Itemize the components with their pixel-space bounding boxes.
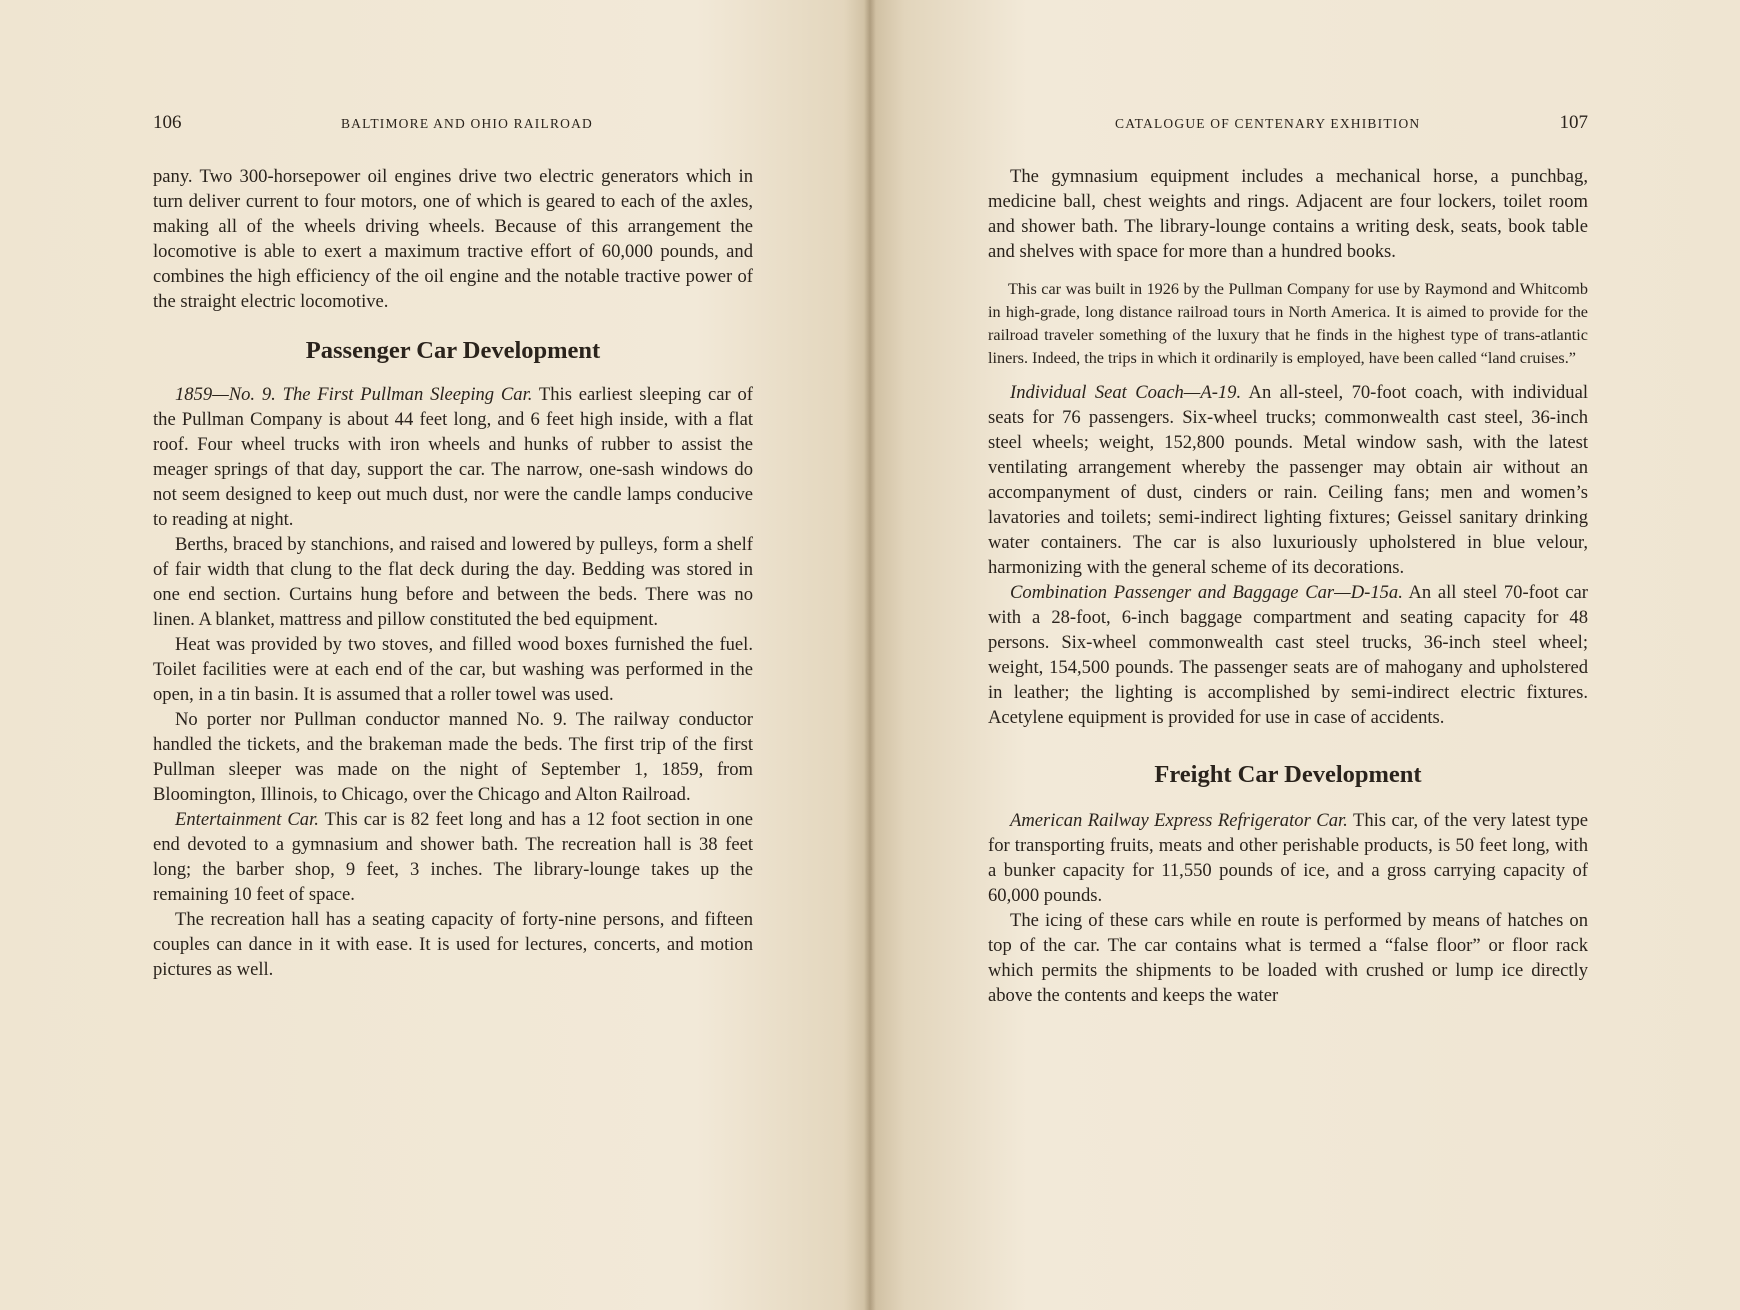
entry-title: American Railway Express Refrigerator Car.	[1010, 810, 1348, 831]
paragraph	[153, 382, 753, 532]
entry-title: Entertainment Car.	[175, 809, 319, 830]
paragraph	[988, 380, 1588, 580]
left-text	[153, 164, 753, 982]
section-heading: Passenger Car Development	[305, 337, 601, 364]
right-running-head	[988, 112, 1588, 146]
paragraph: Heat was provided by two stoves, and filled wood boxes furnished the fuel. Toilet facilities were at each end of the car, but washing was performed in the open, in a tin basin. It is assumed that a roller towel was used.	[153, 634, 753, 705]
paragraph-text: This earliest sleeping car of the Pullman Company is about 44 feet long, and 6 feet high inside, with a flat roof. Four wheel trucks with iron wheels and hunks of rubber to assist the meager springs of that day, support the car. The narrow, one-sash windows do not seem designed to keep out much dust, nor were the candle lamps conducive to reading at night.	[153, 384, 753, 530]
paragraph-text: An all steel 70-foot car with a 28-foot, 6-inch baggage compartment and seating capacity for 48 persons. Six-wheel commonwealth cast steel trucks, 36-inch steel wheel; weight, 154,500 pounds. The passenger seats are of mahogany and upholstered in leather; the lighting is accomplished by semi-indirect electric fixtures. Acetylene equipment is provided for use in case of accidents.	[988, 582, 1588, 728]
running-head-title: CATALOGUE OF CENTENARY EXHIBITION	[1115, 116, 1421, 131]
entry-title: 1859—No. 9. The First Pullman Sleeping Car.	[175, 384, 533, 405]
entry-title: Combination Passenger and Baggage Car—D-15a.	[1010, 582, 1403, 603]
section-heading: Freight Car Development	[1154, 761, 1422, 788]
paragraph: The recreation hall has a seating capacity of forty-nine persons, and fifteen couples can dance in it with ease. It is used for lectures, concerts, and motion pictures as well.	[153, 909, 753, 980]
paragraph: pany. Two 300-horsepower oil engines drive two electric generators which in turn deliver current to four motors, one of which is geared to each of the axles, making all of the wheels driving wheels. Because of this arrangement the locomotive is able to exert a maximum tractive effort of 60,000 pounds, and combines the high efficiency of the oil engine and the notable tractive power of the straight electric locomotive.	[153, 166, 753, 312]
paragraph	[988, 580, 1588, 730]
paragraph	[988, 808, 1588, 908]
right-page	[870, 0, 1740, 1310]
book-gutter	[864, 0, 876, 1310]
left-running-head	[153, 112, 753, 146]
page-number: 107	[1559, 112, 1588, 133]
note-paragraph: This car was built in 1926 by the Pullman Company for use by Raymond and Whitcomb in high-grade, long distance railroad tours in North America. It is aimed to provide for the railroad traveler something of the luxury that he finds in the highest type of trans-atlantic liners. Indeed, the trips in which it ordinarily is employed, have been called “land cruises.”	[988, 280, 1588, 367]
paragraph: The gymnasium equipment includes a mechanical horse, a punchbag, medicine ball, chest weights and rings. Adjacent are four lockers, toilet room and shower bath. The library-lounge contains a writing desk, seats, book table and shelves with space for more than a hundred books.	[988, 166, 1588, 262]
paragraph: Berths, braced by stanchions, and raised and lowered by pulleys, form a shelf of fair width that clung to the flat deck during the day. Bedding was stored in one end section. Curtains hung before and between the beds. There was no linen. A blanket, mattress and pillow constituted the bed equipment.	[153, 534, 753, 630]
right-text	[988, 164, 1588, 1008]
paragraph-text: This car is 82 feet long and has a 12 foot section in one end devoted to a gymnasium and shower bath. The recreation hall is 38 feet long; the barber shop, 9 feet, 3 inches. The library-lounge takes up the remaining 10 feet of space.	[153, 809, 753, 905]
left-page-body	[153, 112, 753, 982]
page-number: 106	[153, 112, 182, 133]
running-head-title: BALTIMORE AND OHIO RAILROAD	[340, 116, 593, 131]
entry-title: Individual Seat Coach—A-19.	[1010, 382, 1242, 403]
paragraph: No porter nor Pullman conductor manned No. 9. The railway conductor handled the tickets, and the brakeman made the beds. The first trip of the first Pullman sleeper was made on the night of September 1, 1859, from Bloomington, Illinois, to Chicago, over the Chicago and Alton Railroad.	[153, 709, 753, 805]
paragraph	[153, 807, 753, 907]
paragraph-text: An all-steel, 70-foot coach, with individual seats for 76 passengers. Six-wheel trucks; commonwealth cast steel, 36-inch steel wheels; weight, 152,800 pounds. Metal window sash, with the latest ventilating arrangement whereby the passenger may obtain air without an accompanyment of dust, cinders or rain. Ceiling fans; men and women’s lavatories and toilets; semi-indirect lighting fixtures; Geissel sanitary drinking water containers. The car is also luxuriously upholstered in blue velour, harmonizing with the general scheme of its decorations.	[988, 382, 1588, 578]
paragraph-text: This car, of the very latest type for transporting fruits, meats and other perishable products, is 50 feet long, with a bunker capacity for 11,550 pounds of ice, and a gross carrying capacity of 60,000 pounds.	[988, 810, 1588, 906]
paragraph: The icing of these cars while en route is performed by means of hatches on top of the car. The car contains what is termed a “false floor” or floor rack which permits the shipments to be loaded with crushed or lump ice directly above the contents and keeps the water	[988, 910, 1588, 1006]
right-page-body	[988, 112, 1588, 1008]
